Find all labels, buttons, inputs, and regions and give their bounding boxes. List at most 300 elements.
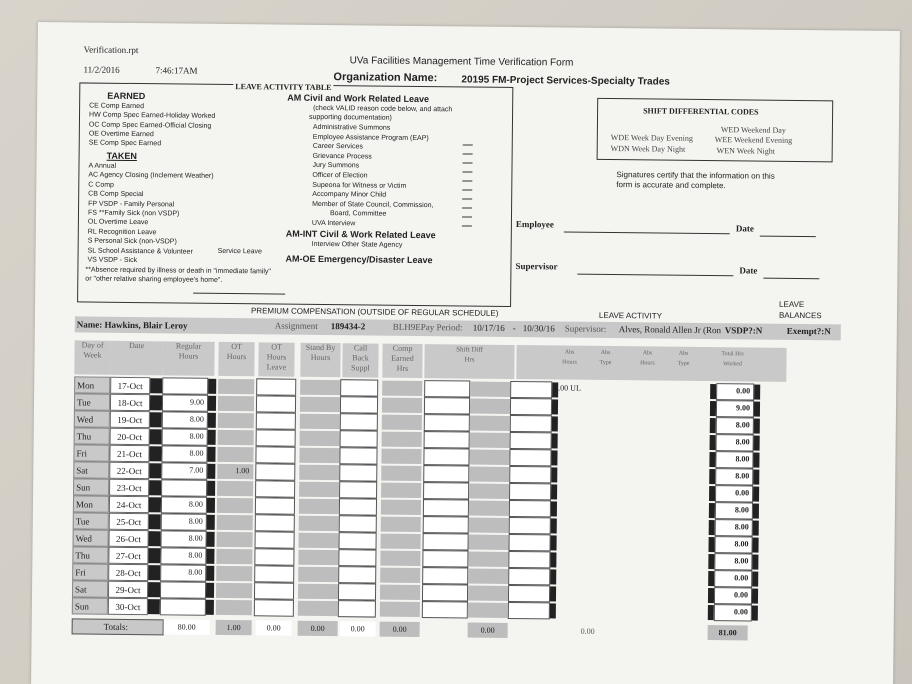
- am-title: AM Civil and Work Related Leave: [287, 92, 430, 105]
- row-marker: [150, 395, 162, 410]
- am-note-2: supporting documentation): [308, 113, 392, 122]
- row-marker: [208, 396, 216, 411]
- taken-item: RL Recognition Leave: [87, 228, 157, 237]
- abs-cell[interactable]: [510, 381, 552, 398]
- row-marker: [149, 463, 161, 478]
- taken-item: C Comp: [88, 181, 115, 189]
- col-day-line: Week: [83, 350, 102, 360]
- row-day: Sun: [73, 478, 109, 495]
- regular-hours-value: 9.00: [189, 397, 205, 407]
- row-date: 27-Oct: [108, 547, 148, 564]
- row-marker: [753, 504, 759, 519]
- abs-first-entry: 0.00 UL: [554, 383, 581, 393]
- row-date: 20-Oct: [110, 428, 150, 445]
- col-shift-line: Shift Diff: [456, 345, 484, 354]
- row-marker: [753, 521, 759, 536]
- col-callback: [342, 343, 378, 377]
- total-hours-value: 8.00: [734, 522, 749, 532]
- row-marker: [752, 538, 758, 553]
- earned-item: SE Comp Spec Earned: [88, 139, 162, 148]
- row-marker: [752, 572, 758, 587]
- total-callback: 0.00: [340, 621, 376, 636]
- ot-hours-value: [217, 446, 249, 463]
- regular-hours-value: [161, 479, 203, 496]
- col-ot-line: Hours: [226, 351, 247, 362]
- taken-item: SL School Assistance & Volunteer: [87, 247, 193, 256]
- earned-title: EARNED: [107, 90, 146, 102]
- total-hours-value: 8.00: [735, 420, 750, 430]
- total-hours-value: 8.00: [734, 539, 749, 549]
- shift-diff-type-cell[interactable]: [424, 380, 470, 397]
- standby-cell[interactable]: [298, 567, 338, 582]
- report-name: Verification.rpt: [83, 44, 139, 56]
- callback-cell[interactable]: [339, 515, 377, 532]
- row-day: Thu: [74, 427, 110, 444]
- taken-item: S Personal Sick (non-VSDP): [87, 237, 177, 246]
- col-abs-hours: [554, 347, 584, 367]
- shift-diff-hours-cell[interactable]: [469, 450, 509, 465]
- ot-hours-value: [218, 429, 250, 446]
- callback-cell[interactable]: [340, 413, 378, 430]
- taken-item: OL Overtime Leave: [87, 218, 149, 227]
- am-item: Administrative Summons: [312, 123, 391, 132]
- am-item: Officer of Election: [312, 171, 368, 180]
- shift-diff-type-cell[interactable]: [423, 465, 469, 482]
- total-shift: 0.00: [468, 623, 508, 638]
- comp-cell[interactable]: [381, 500, 421, 515]
- comp-cell[interactable]: [382, 381, 422, 396]
- row-marker: [550, 603, 556, 618]
- shift-diff-hours-cell[interactable]: [470, 399, 510, 414]
- comp-cell[interactable]: [380, 551, 420, 566]
- col-comp: [382, 344, 422, 378]
- row-day: Tue: [73, 512, 109, 529]
- row-marker: [207, 464, 215, 479]
- shift-diff-type-cell[interactable]: [422, 584, 468, 601]
- ot-leave-cell[interactable]: [255, 463, 295, 480]
- callback-cell[interactable]: [338, 549, 376, 566]
- row-marker: [207, 532, 215, 547]
- time-verification-form: [31, 22, 900, 684]
- shift-wdn: WDN Week Day Night: [610, 144, 686, 154]
- row-day: Wed: [74, 410, 110, 427]
- col-abs-line: Hours: [562, 359, 577, 366]
- col-comp-line: Earned: [391, 353, 414, 363]
- abs-cell[interactable]: [510, 415, 552, 432]
- col-total: [710, 349, 754, 369]
- supervisor-name: Alves, Ronald Allen Jr (Ron: [618, 324, 722, 336]
- total-comp: 0.00: [380, 622, 420, 637]
- row-date: 19-Oct: [110, 411, 150, 428]
- row-date: 21-Oct: [109, 445, 149, 462]
- employee-date-line[interactable]: [760, 236, 816, 238]
- ot-leave-cell[interactable]: [256, 395, 296, 412]
- standby-cell[interactable]: [299, 482, 339, 497]
- col-abs-type-2: [670, 349, 696, 369]
- earned-item: HW Comp Spec Earned-Holiday Worked: [88, 111, 216, 121]
- regular-hours-value: 8.00: [188, 499, 204, 509]
- shift-diff-hours-cell[interactable]: [469, 467, 509, 482]
- row-date: 17-Oct: [110, 377, 150, 394]
- employee-signature-line[interactable]: [564, 232, 730, 235]
- col-day: [74, 340, 110, 374]
- ot-leave-cell[interactable]: [254, 599, 294, 616]
- ot-leave-cell[interactable]: [254, 565, 294, 582]
- callback-cell[interactable]: [340, 396, 378, 413]
- am-item: Career Services: [312, 143, 363, 151]
- standby-cell[interactable]: [299, 533, 339, 548]
- regular-hours-value: 8.00: [188, 533, 203, 543]
- col-ot-leave-line: Hours: [266, 352, 287, 362]
- service-leave: Service Leave: [217, 247, 263, 256]
- pay-period-dash: -: [512, 322, 516, 334]
- ot-hours-value: [217, 531, 249, 548]
- pay-period-from: 10/17/16: [472, 322, 505, 333]
- row-marker: [148, 565, 160, 580]
- row-marker: [551, 450, 557, 465]
- shift-diff-type-cell[interactable]: [422, 567, 468, 584]
- footnote-2: or "other relative sharing employee's home".: [85, 275, 223, 284]
- col-ot-leave-line: OT: [271, 342, 282, 352]
- print-time: 7:46:17AM: [155, 65, 198, 76]
- ot-hours-value: [217, 514, 249, 531]
- row-marker: [148, 582, 160, 597]
- comp-cell[interactable]: [381, 466, 421, 481]
- shift-diff-type-cell[interactable]: [423, 448, 469, 465]
- regular-hours-value: 8.00: [188, 516, 203, 526]
- shift-diff-hours-cell[interactable]: [470, 433, 510, 448]
- ot-leave-cell[interactable]: [255, 446, 295, 463]
- shift-wen: WEN Week Night: [716, 146, 776, 156]
- row-marker: [552, 399, 558, 414]
- regular-hours-value: [160, 581, 202, 598]
- row-date: 24-Oct: [109, 496, 149, 513]
- ot-hours-value: [216, 548, 248, 565]
- standby-cell[interactable]: [298, 550, 338, 565]
- row-marker: [753, 453, 759, 468]
- am-item: Employee Assistance Program (EAP): [312, 133, 429, 142]
- abs-cell[interactable]: [508, 568, 550, 585]
- abs-cell[interactable]: [509, 449, 551, 466]
- total-standby: 0.00: [298, 621, 338, 636]
- leave-balances-1: LEAVE: [779, 299, 805, 310]
- row-marker: [206, 549, 214, 564]
- col-abs-line: Type: [677, 360, 690, 367]
- ot-hours-value: [218, 378, 250, 395]
- abs-cell[interactable]: [508, 585, 550, 602]
- standby-cell[interactable]: [298, 584, 338, 599]
- col-total-line: Worked: [723, 361, 742, 368]
- position-code: BLH9E: [392, 321, 421, 333]
- row-marker: [550, 586, 556, 601]
- standby-cell[interactable]: [300, 380, 340, 395]
- ot-leave-cell[interactable]: [254, 582, 294, 599]
- employee-date-label: Date: [735, 223, 754, 234]
- row-marker: [206, 583, 214, 598]
- org-value: 20195 FM-Project Services-Specialty Trades: [461, 74, 670, 88]
- total-hours-value: 0.00: [733, 607, 748, 617]
- col-callback-line: Suppl: [351, 363, 370, 373]
- standby-cell[interactable]: [299, 499, 339, 514]
- amoe-title: AM-OE Emergency/Disaster Leave: [285, 253, 433, 266]
- shift-diff-hours-cell[interactable]: [468, 586, 508, 601]
- row-marker: [754, 402, 760, 417]
- abs-cell[interactable]: [508, 551, 550, 568]
- am-item: Accompany Minor Child: [312, 191, 387, 199]
- ot-hours-value: [216, 599, 248, 616]
- shift-diff-hours-cell[interactable]: [468, 552, 508, 567]
- row-date: 23-Oct: [109, 479, 149, 496]
- callback-cell[interactable]: [339, 464, 377, 481]
- supervisor-date-label: Date: [739, 265, 758, 276]
- row-marker: [207, 498, 215, 513]
- comp-cell[interactable]: [380, 602, 420, 617]
- shift-diff-type-cell[interactable]: [422, 533, 468, 550]
- abs-cell[interactable]: [509, 466, 551, 483]
- org-label: Organization Name:: [333, 71, 438, 85]
- abs-cell[interactable]: [509, 517, 551, 534]
- total-ot-leave: 0.00: [256, 620, 292, 635]
- abs-cell[interactable]: [508, 534, 550, 551]
- ot-hours-value: 1.00: [235, 466, 250, 476]
- shift-wee: WEE Weekend Evening: [714, 135, 793, 145]
- ot-leave-cell[interactable]: [256, 429, 296, 446]
- row-day: Mon: [74, 376, 110, 393]
- ot-hours-value: [218, 395, 250, 412]
- standby-cell[interactable]: [299, 465, 339, 480]
- row-marker: [752, 555, 758, 570]
- ot-hours-value: [218, 412, 250, 429]
- comp-cell[interactable]: [381, 534, 421, 549]
- abs-cell[interactable]: [509, 500, 551, 517]
- row-day: Tue: [74, 393, 110, 410]
- ot-leave-cell[interactable]: [255, 531, 295, 548]
- ot-hours-value: [216, 582, 248, 599]
- row-marker: [150, 412, 162, 427]
- regular-hours-value: [162, 377, 204, 394]
- ot-leave-cell[interactable]: [255, 514, 295, 531]
- ot-leave-cell[interactable]: [254, 548, 294, 565]
- am-list: [312, 123, 434, 230]
- row-date: 30-Oct: [108, 598, 148, 615]
- earned-item: OE Overtime Earned: [88, 130, 154, 139]
- col-date-line: Date: [129, 340, 145, 351]
- assignment-label: Assignment: [274, 320, 318, 331]
- comp-cell[interactable]: [381, 517, 421, 532]
- row-marker: [208, 379, 216, 394]
- shift-diff-type-cell[interactable]: [423, 516, 469, 533]
- row-marker: [551, 518, 557, 533]
- col-regular: [162, 341, 214, 376]
- leave-table-title: LEAVE ACTIVITY TABLE: [235, 82, 332, 93]
- callback-cell[interactable]: [338, 566, 376, 583]
- row-marker: [149, 497, 161, 512]
- row-marker: [753, 470, 759, 485]
- shift-diff-hours-cell[interactable]: [470, 382, 510, 397]
- shift-diff-hours-cell[interactable]: [469, 501, 509, 516]
- am-checkbox-lines: [462, 136, 473, 226]
- regular-hours-value: 8.00: [188, 550, 203, 560]
- ot-leave-cell[interactable]: [256, 412, 296, 429]
- premium-label: PREMIUM COMPENSATION (OUTSIDE OF REGULAR SCHEDULE): [250, 306, 499, 318]
- exempt-flag: Exempt?:N: [786, 325, 831, 337]
- comp-cell[interactable]: [380, 568, 420, 583]
- shift-diff-hours-cell[interactable]: [468, 535, 508, 550]
- shift-diff-hours-cell[interactable]: [469, 518, 509, 533]
- totals-label: Totals:: [103, 621, 129, 632]
- shift-diff-type-cell[interactable]: [422, 550, 468, 567]
- taken-list: [87, 162, 213, 267]
- taken-item: VS VSDP - Sick: [87, 256, 138, 265]
- col-shift-line: Hrs: [464, 355, 475, 364]
- row-day: Thu: [72, 546, 108, 563]
- callback-cell[interactable]: [339, 481, 377, 498]
- row-marker: [753, 487, 759, 502]
- row-marker: [754, 419, 760, 434]
- total-hours-value: 0.00: [734, 573, 749, 583]
- col-regular-line: Regular: [175, 341, 202, 351]
- col-abs-type: [592, 348, 618, 368]
- shift-wed: WED Weekend Day: [720, 125, 786, 135]
- callback-cell[interactable]: [338, 583, 376, 600]
- shift-diff-hours-cell[interactable]: [470, 416, 510, 431]
- callback-cell[interactable]: [339, 498, 377, 515]
- amint-title: AM-INT Civil & Work Related Leave: [285, 228, 436, 241]
- row-date: 28-Oct: [108, 564, 148, 581]
- row-marker: [551, 467, 557, 482]
- row-date: 26-Oct: [109, 530, 149, 547]
- shift-diff-hours-cell[interactable]: [469, 484, 509, 499]
- callback-cell[interactable]: [338, 532, 376, 549]
- row-marker: [149, 531, 161, 546]
- col-abs-hours-2: [632, 348, 662, 368]
- standby-cell[interactable]: [298, 601, 338, 616]
- col-callback-line: Back: [352, 353, 369, 363]
- row-day: Wed: [73, 529, 109, 546]
- abs-cell[interactable]: [508, 602, 550, 619]
- row-day: Fri: [72, 563, 108, 580]
- ot-leave-cell[interactable]: [256, 378, 296, 395]
- shift-diff-type-cell[interactable]: [424, 397, 470, 414]
- vsdp-flag: VSDP?:N: [724, 325, 763, 336]
- comp-cell[interactable]: [380, 585, 420, 600]
- total-ot: 1.00: [216, 620, 252, 635]
- shift-diff-type-cell[interactable]: [423, 482, 469, 499]
- am-item: Grievance Process: [312, 152, 372, 161]
- row-marker: [552, 416, 558, 431]
- regular-hours-value: [160, 598, 202, 615]
- earned-item: CE Comp Earned: [89, 102, 145, 111]
- print-date: 11/2/2016: [83, 64, 120, 75]
- row-marker: [550, 569, 556, 584]
- callback-cell[interactable]: [340, 430, 378, 447]
- pay-period-label: Pay Period:: [420, 322, 463, 333]
- col-abs-line: Type: [599, 359, 612, 367]
- am-item: Supeona for Witness or Victim: [312, 181, 407, 190]
- callback-cell[interactable]: [340, 379, 378, 396]
- row-marker: [207, 481, 215, 496]
- supervisor-signature-line[interactable]: [577, 274, 733, 277]
- total-hours-value: 0.00: [736, 386, 751, 396]
- standby-cell[interactable]: [300, 414, 340, 429]
- taken-item: CB Comp Special: [88, 190, 144, 199]
- ot-leave-cell[interactable]: [255, 480, 295, 497]
- employee-label: Employee: [515, 219, 554, 230]
- regular-hours-value: 8.00: [189, 414, 204, 424]
- ot-leave-cell[interactable]: [255, 497, 295, 514]
- supervisor-label: Supervisor: [515, 261, 558, 272]
- shift-diff-hours-cell[interactable]: [468, 569, 508, 584]
- col-standby-line: Hours: [310, 352, 331, 363]
- shift-diff-hours-cell[interactable]: [468, 603, 508, 618]
- comp-cell[interactable]: [382, 415, 422, 430]
- shift-diff-type-cell[interactable]: [424, 431, 470, 448]
- row-day: Sat: [73, 461, 109, 478]
- total-hours-value: 8.00: [734, 505, 749, 515]
- comp-cell[interactable]: [381, 483, 421, 498]
- row-marker: [550, 552, 556, 567]
- regular-hours-value: 7.00: [189, 465, 204, 475]
- col-comp-line: Hrs: [396, 363, 409, 373]
- row-marker: [149, 480, 161, 495]
- col-ot: [218, 342, 254, 376]
- supervisor-date-line[interactable]: [763, 278, 819, 280]
- row-day: Fri: [73, 444, 109, 461]
- ot-hours-value: [217, 480, 249, 497]
- taken-item: FP VSDP - Family Personal: [88, 200, 175, 209]
- am-item: Jury Summons: [312, 162, 360, 170]
- col-shift: [424, 344, 514, 379]
- am-item: Board, Committee: [329, 210, 387, 219]
- taken-item: AC Agency Closing (Inclement Weather): [88, 171, 214, 181]
- col-abs-line: Abs: [564, 349, 575, 356]
- certify-2: form is accurate and complete.: [616, 180, 726, 191]
- assignment-value: 189434-2: [330, 321, 366, 332]
- standby-cell[interactable]: [299, 448, 339, 463]
- callback-cell[interactable]: [339, 447, 377, 464]
- ot-hours-value: [216, 565, 248, 582]
- shift-diff-type-cell[interactable]: [423, 499, 469, 516]
- row-date: 22-Oct: [109, 462, 149, 479]
- callback-cell[interactable]: [338, 600, 376, 617]
- total-hours-value: 8.00: [735, 437, 750, 447]
- shift-diff-type-cell[interactable]: [424, 414, 470, 431]
- shift-diff-type-cell[interactable]: [422, 601, 468, 618]
- abs-cell[interactable]: [509, 483, 551, 500]
- standby-cell[interactable]: [300, 397, 340, 412]
- abs-cell[interactable]: [510, 432, 552, 449]
- row-marker: [207, 515, 215, 530]
- standby-cell[interactable]: [300, 431, 340, 446]
- row-marker: [150, 378, 162, 393]
- col-ot-leave: [258, 342, 294, 376]
- ot-hours-value: [217, 497, 249, 514]
- am-note-1: (check VALID reason code below, and attach: [313, 104, 453, 114]
- total-abs: 0.00: [580, 626, 595, 636]
- col-callback-line: Call: [353, 343, 368, 353]
- comp-cell[interactable]: [382, 398, 422, 413]
- row-marker: [550, 535, 556, 550]
- row-marker: [149, 446, 161, 461]
- regular-hours-value: 8.00: [188, 567, 203, 577]
- total-hours-worked: 81.00: [708, 625, 748, 640]
- comp-cell[interactable]: [382, 432, 422, 447]
- col-abs-line: Abs: [642, 350, 653, 357]
- standby-cell[interactable]: [299, 516, 339, 531]
- abs-cell[interactable]: [510, 398, 552, 415]
- comp-cell[interactable]: [381, 449, 421, 464]
- row-marker: [149, 514, 161, 529]
